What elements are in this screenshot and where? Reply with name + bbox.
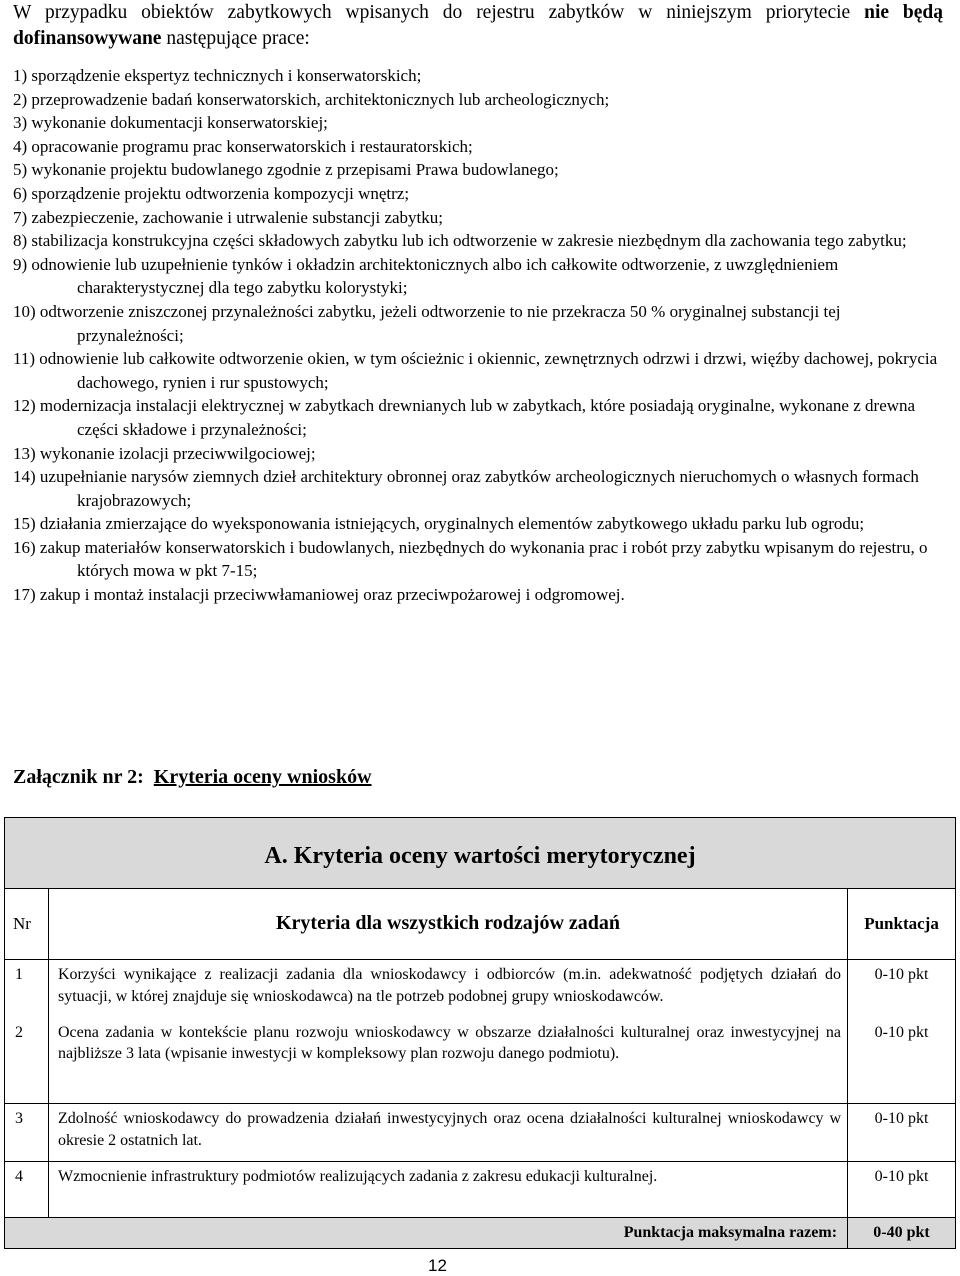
- list-item-number: 8): [13, 231, 28, 251]
- list-item-number: 1): [13, 66, 28, 85]
- list-item-text: modernizacja instalacji elektrycznej w zabytkach drewnianych lub w zabytkach, które posiadają oryginalne, wykonane z drewna części składowe i przynależności;: [39, 396, 916, 439]
- annex-title: Kryteria oceny wniosków: [153, 766, 372, 788]
- list-item-text: odnowienie lub uzupełnienie tynków i okładzin architektonicznych albo ich całkowite odtworzenie, z uwzględnieniem charakterystycznej dla tego zabytku kolorystyki;: [31, 254, 839, 298]
- row-points: 0-10 pkt: [848, 960, 956, 1018]
- intro-text-1: W przypadku obiektów zabytkowych wpisanych do rejestru zabytków w niniejszym priorytecie: [13, 2, 865, 23]
- row-nr: 2: [5, 1018, 49, 1104]
- list-item-text: wykonanie projektu budowlanego zgodnie z przepisami Prawa budowlanego;: [31, 160, 559, 180]
- intro-bold: nie będą dofinansowywane: [13, 2, 944, 49]
- list-item: [13, 158, 948, 182]
- row-criteria: Zdolność wnioskodawcy do prowadzenia działań inwestycyjnych oraz ocena działalności kulturalnej wnioskodawcy w okresie 2 ostatnich lat.: [48, 1104, 847, 1162]
- list-item-text: przeprowadzenie badań konserwatorskich, architektonicznych lub archeologicznych;: [31, 89, 610, 109]
- list-item: [13, 135, 948, 159]
- list-item-number: 12): [13, 396, 36, 416]
- list-item-number: 15): [13, 514, 36, 534]
- list-item: [13, 347, 948, 394]
- row-nr: 4: [5, 1162, 49, 1218]
- row-points: 0-10 pkt: [848, 1018, 956, 1104]
- list-item-number: 2): [13, 89, 28, 109]
- list-item: [13, 394, 948, 441]
- page-number: 12: [428, 1256, 447, 1275]
- list-item: [13, 583, 948, 607]
- row-nr: 1: [5, 960, 49, 1018]
- list-item-text: uzupełnianie narysów ziemnych dzieł architektury obronnej oraz zabytków archeologicznych nieruchomych o własnych formach krajobrazowych;: [39, 467, 919, 510]
- list-item-text: sporządzenie ekspertyz technicznych i konserwatorskich;: [31, 66, 422, 85]
- annex-prefix: Załącznik nr 2:: [13, 766, 144, 788]
- list-item: [13, 88, 948, 112]
- list-item-number: 13): [13, 443, 36, 463]
- list-item-text: zabezpieczenie, zachowanie i utrwalenie substancji zabytku;: [31, 207, 443, 227]
- list-item-number: 3): [13, 113, 28, 133]
- table-row: [5, 1162, 956, 1218]
- list-item-number: 10): [13, 301, 36, 321]
- list-item: [13, 182, 948, 206]
- intro-paragraph: [13, 0, 943, 52]
- list-item-text: opracowanie programu prac konserwatorskich i restauratorskich;: [31, 136, 473, 156]
- list-item-number: 9): [13, 254, 28, 274]
- total-label: Punktacja maksymalna razem:: [5, 1218, 848, 1249]
- list-item: [13, 229, 948, 253]
- list-item: [13, 512, 948, 536]
- table-row: [5, 1104, 956, 1162]
- row-points: 0-10 pkt: [848, 1104, 956, 1162]
- table-row: [5, 960, 956, 1018]
- list-item-number: 14): [13, 467, 36, 487]
- total-value: 0-40 pkt: [848, 1218, 956, 1249]
- total-row: [5, 1218, 956, 1249]
- list-item-text: zakup materiałów konserwatorskich i budowlanych, niezbędnych do wykonania prac i robót przy zabytku wpisanym do rejestru, o których mowa w pkt 7-15;: [39, 537, 928, 581]
- criteria-table: [4, 817, 956, 1249]
- list-item: [13, 253, 948, 300]
- list-item-number: 7): [13, 207, 28, 227]
- list-item: [13, 536, 948, 583]
- row-criteria: Wzmocnienie infrastruktury podmiotów realizujących zadania z zakresu edukacji kulturalnej.: [48, 1162, 847, 1218]
- section-title: A. Kryteria oceny wartości merytorycznej: [5, 818, 956, 889]
- table-row: [5, 1018, 956, 1104]
- list-item-number: 6): [13, 183, 28, 203]
- list-item-number: 17): [13, 585, 36, 605]
- list-item-text: zakup i montaż instalacji przeciwwłamaniowej oraz przeciwpożarowej i odgromowej.: [39, 585, 625, 605]
- list-item: [13, 64, 948, 88]
- row-criteria: Korzyści wynikające z realizacji zadania dla wnioskodawcy i odbiorców (m.in. adekwatność podjętych działań do sytuacji, w której znajduje się wnioskodawca) na tle potrzeb podobnej grupy wnioskodawców.: [48, 960, 847, 1018]
- header-points: Punktacja: [848, 889, 956, 960]
- list-item: [13, 465, 948, 512]
- excluded-works-list: [13, 64, 948, 607]
- header-nr: Nr: [5, 889, 49, 960]
- list-item-text: odnowienie lub całkowite odtworzenie okien, w tym ościeżnic i okiennic, zewnętrznych odrzwi i drzwi, więźby dachowej, pokrycia dachowego, rynien i rur spustowych;: [39, 349, 938, 392]
- row-nr: 3: [5, 1104, 49, 1162]
- list-item-text: wykonanie izolacji przeciwwilgociowej;: [39, 443, 316, 463]
- list-item-number: 16): [13, 537, 36, 557]
- list-item: [13, 442, 948, 466]
- row-points: 0-10 pkt: [848, 1162, 956, 1218]
- list-item-text: wykonanie dokumentacji konserwatorskiej;: [31, 113, 328, 133]
- list-item-text: sporządzenie projektu odtworzenia kompozycji wnętrz;: [31, 183, 410, 203]
- list-item-text: odtworzenie zniszczonej przynależności zabytku, jeżeli odtworzenie to nie przekracza 50 % oryginalnej substancji tej przynależności;: [39, 301, 841, 345]
- list-item: [13, 300, 948, 347]
- list-item-number: 11): [13, 349, 36, 369]
- annex-heading: [13, 766, 372, 789]
- list-item: [13, 111, 948, 135]
- header-criteria: Kryteria dla wszystkich rodzajów zadań: [48, 889, 847, 960]
- list-item-text: stabilizacja konstrukcyjna części składowych zabytku lub ich odtworzenie w zakresie niezbędnym dla zachowania tego zabytku;: [31, 231, 907, 251]
- list-item: [13, 206, 948, 230]
- list-item-number: 4): [13, 136, 28, 156]
- row-criteria: Ocena zadania w kontekście planu rozwoju wnioskodawcy w obszarze działalności kulturalnej oraz inwestycyjnej na najbliższe 3 lata (wpisanie inwestycji w kompleksowy plan rozwoju danego podmiotu).: [48, 1018, 847, 1104]
- list-item-number: 5): [13, 160, 28, 180]
- intro-text-2: następujące prace:: [161, 28, 310, 49]
- list-item-text: działania zmierzające do wyeksponowania istniejących, oryginalnych elementów zabytkowego układu parku lub ogrodu;: [39, 514, 865, 534]
- table-header-row: [5, 889, 956, 960]
